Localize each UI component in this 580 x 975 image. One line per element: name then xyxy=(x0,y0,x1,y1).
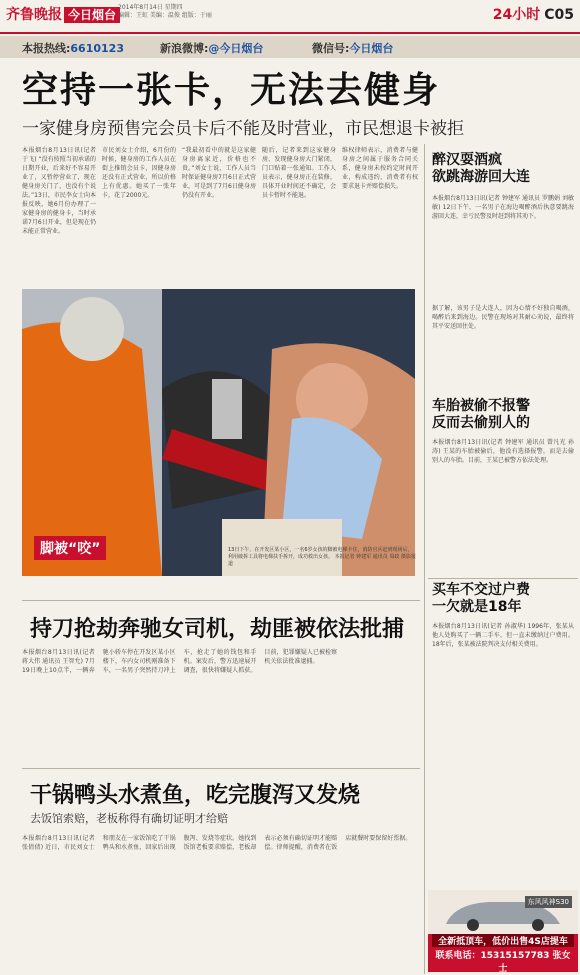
side-headline-1 xyxy=(432,152,530,186)
side-divider xyxy=(428,578,578,579)
side-h1-line1: 醉汉耍酒疯 xyxy=(432,152,502,168)
lead-col5-text: 维权律师表示，消费者与健身房之间属于服务合同关系，健身房未按约定时间开业，构成违约，消费者有权要求退卡并赔偿损失。 xyxy=(342,147,418,190)
side-headline-2 xyxy=(432,398,530,432)
weibo-value: @今日烟台 xyxy=(208,42,264,55)
lead-col2-text: 市民刘女士介绍，6月份的时候，健身房的工作人员在街上推销会员卡，因健身房还没有正式营业，所以价格上有优惠。她买了一张年卡，花了2000元。 xyxy=(102,147,176,199)
ad-line1: 全新抵顶车，低价出售4S店提车 xyxy=(432,934,574,947)
side-headline-3 xyxy=(432,582,530,616)
photo-caption: 13日下午，在开发区某小区，一名6岁女孩的脚被电梯卡住，消防官兵赶到现场后，利用破拆工具将电梯扶手拆开，成功救出女孩。 本报记者 钟建军 通讯员 周政 摄影报道 xyxy=(228,547,416,567)
page-header xyxy=(0,0,580,34)
editors-line: 编辑：王虹 美编：温俊 组版：于丽 xyxy=(118,12,212,19)
photo-tag: 脚被“咬” xyxy=(34,536,106,560)
hotline-item xyxy=(22,40,124,56)
side-text3: 本报烟台8月13日讯(记者 孙淑华) 1996年，张某从他人处购买了一辆二手车，但一直未缴纳过户费用。18年后，张某被法院判决支付相关费用。 xyxy=(432,623,574,648)
wechat-value: 今日烟台 xyxy=(349,42,394,55)
side-h2-line2: 反而去偷别人的 xyxy=(432,415,530,431)
lead-col3-text: “我最初看中的就是这家健身房离家近，价格也不贵。”刘女士说，工作人员当时保证健身房7月6日正式营业，可是到了7月6日健身房仍没有开业。 xyxy=(182,147,256,199)
story2-divider xyxy=(22,600,420,601)
edition-name: 今日烟台 xyxy=(64,7,120,23)
lead-column-4 xyxy=(262,146,336,284)
side-story-3 xyxy=(432,622,574,884)
date-editors xyxy=(118,4,212,20)
photo-illustration xyxy=(22,289,415,576)
story3-body xyxy=(22,834,418,972)
wechat-item xyxy=(312,40,393,56)
side-story-1 xyxy=(432,194,574,300)
ad-line2: 联系电话：15315157783 张女士 xyxy=(435,951,571,972)
side-text2: 本报烟台8月13日讯(记者 钟建军 通讯员 曾凡光 孙涛) 王某的车胎被偷后，他没有选择报警，而是去偷别人的车胎。目前，王某已被警方依法处理。 xyxy=(432,439,574,464)
date-line: 2014年8月14日 星期四 xyxy=(118,4,183,11)
side-h3-line1: 买车不交过户费 xyxy=(432,582,530,598)
lead-col4-text: 随后，记者来到这家健身房，发现健身房大门紧闭，门口贴着一张通知。工作人员表示，健身房正在装修，具体开业时间还不确定，会员卡暂时不能退。 xyxy=(262,147,336,199)
weibo-label: 新浪微博: xyxy=(160,42,209,55)
side-text1: 本报烟台8月13日讯(记者 钟建军 通讯员 罗鹏娟 刘敏敏) 12日下午，一名男子在海边喝醉酒后执意要跳海游回大连，幸亏民警及时赶到将其劝下。 xyxy=(432,195,574,220)
ad-brand: 东风风神S30 xyxy=(525,896,572,908)
lead-subheadline: 一家健身房预售完会员卡后不能及时营业，市民想退卡被拒 xyxy=(22,119,464,139)
car-advertisement xyxy=(428,890,578,972)
story2-headline: 持刀抢劫奔驰女司机，劫匪被依法批捕 xyxy=(30,616,405,642)
newspaper-logo xyxy=(6,4,120,24)
page-number: C05 xyxy=(544,7,574,23)
news-photo xyxy=(22,289,415,576)
side-text1b: 据了解，该男子是大连人，因为心情不好独自喝酒，喝醉后来到海边。民警在现场对其耐心劝说，最终将其平安送回住处。 xyxy=(432,305,574,330)
story2-body xyxy=(22,648,418,758)
story2-text: 本报烟台8月13日讯(记者 蒋大伟 通讯员 王智允) 7月19日晚上10点半，一辆奔驰小轿车停在开发区某小区楼下，车内女司机刚准备下车，一名男子突然持刀冲上车，抢走了她的钱包和手机。案发后，警方迅速展开调查，很快将嫌疑人抓获。目前，犯罪嫌疑人已被检察机关依法批准逮捕。 xyxy=(22,649,338,674)
lead-headline: 空持一张卡，无法去健身 xyxy=(22,69,441,111)
hotline-number: 6610123 xyxy=(70,42,124,55)
lead-column-3 xyxy=(182,146,256,284)
section-label: 24小时 xyxy=(492,7,541,23)
story3-headline: 干锅鸭头水煮鱼，吃完腹泻又发烧 xyxy=(30,782,361,808)
hotline-bar xyxy=(0,36,580,58)
section-page xyxy=(493,4,574,24)
weibo-item xyxy=(160,40,263,56)
lead-col1-text: 本报烟台8月13日讯(记者 于飞) “没有按照当初承诺的日期开业，后来好不容易开业了，又暂停营业了，现在健身房关门了，也没有个说法。”13日，市民李女士向本报反映，她6月份办理了一家健身房的健身卡，当时承诺7月6日开业，但是现在仍未能正常营业。 xyxy=(22,147,96,235)
wechat-label: 微信号: xyxy=(312,42,350,55)
lead-column-2 xyxy=(102,146,176,284)
lead-column-5 xyxy=(342,146,418,284)
side-story-2 xyxy=(432,438,574,568)
story3-text: 本报烟台8月13日讯(记者 张倩倩) 近日，市民刘女士和朋友在一家饭馆吃了干锅鸭头和水煮鱼，回家后出现腹泻、发烧等症状。她找到饭馆老板要求赔偿，老板却表示必须有确切证明才能赔偿。律师提醒，消费者在饭店就餐时要保留好票据。 xyxy=(22,835,412,851)
story3-divider xyxy=(22,768,420,769)
logo-text: 齐鲁晚报 xyxy=(6,7,62,23)
side-h2-line1: 车胎被偷不报警 xyxy=(432,398,530,414)
lead-column-1 xyxy=(22,146,96,284)
side-h1-line2: 欲跳海游回大连 xyxy=(432,169,530,185)
hotline-label: 本报热线: xyxy=(22,42,71,55)
side-story-1b xyxy=(432,304,574,392)
side-h3-line2: 一欠就是18年 xyxy=(432,599,522,615)
story3-subheadline: 去饭馆索赔，老板称得有确切证明才给赔 xyxy=(30,812,228,825)
column-divider xyxy=(424,144,425,974)
